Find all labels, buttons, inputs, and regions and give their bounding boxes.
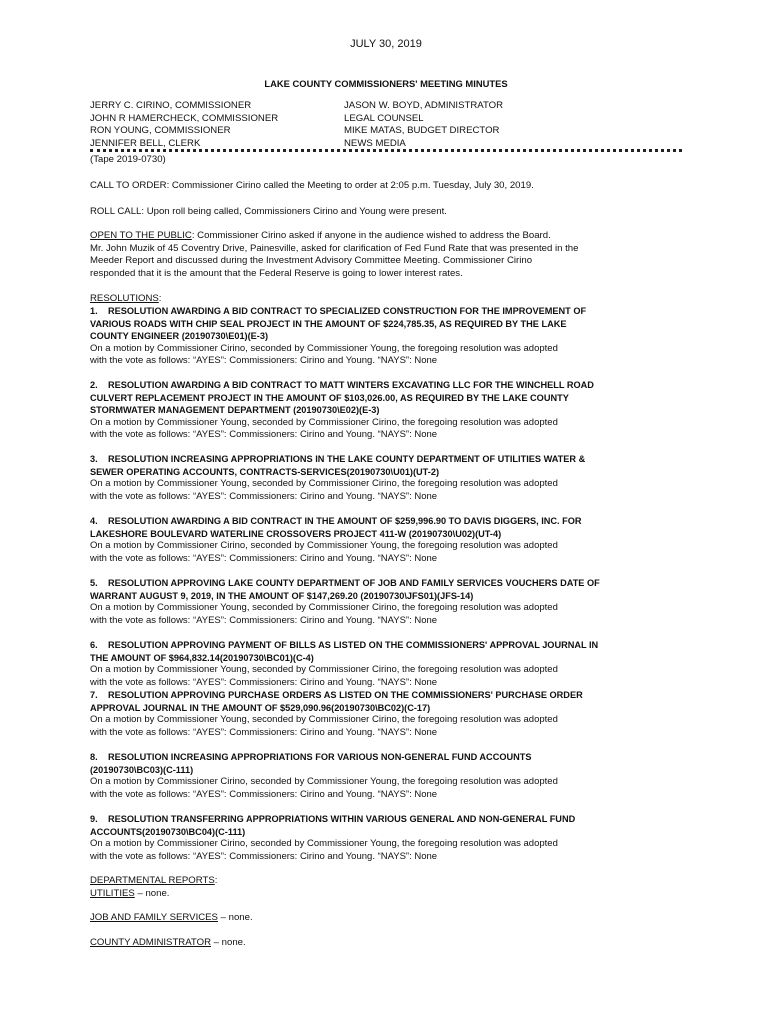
resolutions-heading: RESOLUTIONS:	[90, 293, 162, 304]
resolution-title: 4. RESOLUTION AWARDING A BID CONTRACT IN THE AMOUNT OF $259,996.90 TO DAVIS DIGGERS, INC. FOR LAKESHORE BOULEVARD WATERLINE CROSSOVERS PROJECT 411-W (20190730\U02)(UT-4)	[90, 516, 582, 539]
resolution-title: 3. RESOLUTION INCREASING APPROPRIATIONS IN THE LAKE COUNTY DEPARTMENT OF UTILITIES WATER & SEWER OPERATING ACCOUNTS, CONTRACTS-SERVICES(20190730\U01)(UT-2)	[90, 454, 586, 477]
resolution-title: 6. RESOLUTION APPROVING PAYMENT OF BILLS AS LISTED ON THE COMMISSIONERS' APPROVAL JOURNAL IN THE AMOUNT OF $964,832.14(20190730\BC01)(C-4)	[90, 640, 599, 663]
administrator-text: – none.	[211, 937, 246, 948]
public-comment-line: Meeder Report and discussed during the Investment Advisory Committee Meeting. Commissioner Cirino	[90, 255, 533, 267]
resolution-item	[90, 453, 682, 503]
roster-name: RON YOUNG, COMMISSIONER	[90, 125, 231, 137]
roster-name: JERRY C. CIRINO, COMMISSIONER	[90, 100, 252, 111]
resolution-title: 9. RESOLUTION TRANSFERRING APPROPRIATIONS WITHIN VARIOUS GENERAL AND NON-GENERAL FUND ACCOUNTS(20190730\BC04)(C-111)	[90, 814, 576, 837]
jfs-text: – none.	[217, 912, 253, 923]
departmental-reports-label: DEPARTMENTAL REPORTS	[90, 875, 215, 886]
resolution-item	[90, 379, 682, 442]
resolution-title: 5. RESOLUTION APPROVING LAKE COUNTY DEPARTMENT OF JOB AND FAMILY SERVICES VOUCHERS DATE OF WARRANT AUGUST 9, 2019, IN THE AMOUNT OF $147,269.20 (20190730\JFS01)(JFS-14)	[90, 578, 600, 601]
roster-name: JOHN R HAMERCHECK, COMMISSIONER	[90, 112, 279, 124]
resolution-item	[90, 639, 682, 689]
call-to-order: CALL TO ORDER: Commissioner Cirino called the Meeting to order at 2:05 p.m. Tuesday, July 30, 2019.	[90, 180, 534, 191]
resolution-title: 7. RESOLUTION APPROVING PURCHASE ORDERS AS LISTED ON THE COMMISSIONERS' PURCHASE ORDER APPROVAL JOURNAL IN THE AMOUNT OF $529,090.96(20190730\BC02)(C-17)	[90, 690, 583, 713]
jfs-label: JOB AND FAMILY SERVICES	[90, 912, 218, 923]
resolution-motion: On a motion by Commissioner Cirino, seconded by Commissioner Young, the foregoing resolution was adopted with the vote as follows: “AYES”: Commissioners: Cirino and Young. “NAYS”: None	[90, 838, 558, 862]
resolution-motion: On a motion by Commissioner Young, seconded by Commissioner Cirino, the foregoing resolution was adopted with the vote as follows: “AYES”: Commissioners: Cirino and Young. “NAYS”: None	[90, 416, 558, 440]
resolution-motion: On a motion by Commissioner Cirino, seconded by Commissioner Young, the foregoing resolution was adopted with the vote as follows: “AYES”: Commissioners: Cirino and Young. “NAYS”: None	[90, 776, 558, 800]
roster-name: NEWS MEDIA	[344, 137, 406, 149]
tape-number: (Tape 2019-0730)	[90, 154, 166, 165]
dotted-divider	[90, 149, 682, 152]
roll-call: ROLL CALL: Upon roll being called, Commissioners Cirino and Young were present.	[90, 206, 447, 217]
resolution-item	[90, 813, 682, 863]
resolution-item	[90, 577, 682, 627]
public-comment-line: Mr. John Muzik of 45 Coventry Drive, Painesville, asked for clarification of Fed Fund Rate that was presented in the	[90, 242, 579, 254]
roster-left	[90, 100, 278, 150]
roster-name: MIKE MATAS, BUDGET DIRECTOR	[344, 125, 500, 137]
utilities-label: UTILITIES	[90, 887, 135, 899]
roster-name: JENNIFER BELL, CLERK	[90, 137, 201, 149]
roster-name: LEGAL COUNSEL	[344, 112, 424, 124]
utilities-text: – none.	[134, 887, 170, 899]
resolution-item	[90, 689, 682, 739]
resolution-motion: On a motion by Commissioner Young, seconded by Commissioner Cirino, the foregoing resolution was adopted with the vote as follows: “AYES”: Commissioners: Cirino and Young. “NAYS”: None	[90, 714, 558, 738]
roster-name: JASON W. BOYD, ADMINISTRATOR	[344, 100, 504, 111]
resolution-motion: On a motion by Commissioner Cirino, seconded by Commissioner Young, the foregoing resolution was adopted with the vote as follows: “AYES”: Commissioners: Cirino and Young. “NAYS”: None	[90, 342, 558, 366]
resolution-item	[90, 751, 682, 801]
resolution-motion: On a motion by Commissioner Young, seconded by Commissioner Cirino, the foregoing resolution was adopted with the vote as follows: “AYES”: Commissioners: Cirino and Young. “NAYS”: None	[90, 478, 558, 502]
open-to-public-text: : Commissioner Cirino asked if anyone in the audience wished to address the Board.	[191, 230, 551, 241]
resolution-motion: On a motion by Commissioner Young, seconded by Commissioner Cirino, the foregoing resolution was adopted with the vote as follows: “AYES”: Commissioners: Cirino and Young. “NAYS”: None	[90, 664, 558, 688]
public-comment-line: responded that it is the amount that the Federal Reserve is going to lower interest rates.	[90, 267, 463, 279]
roster-right	[344, 100, 503, 150]
departmental-reports-section: DEPARTMENTAL REPORTS: UTILITIES – none.	[90, 875, 218, 899]
administrator-label: COUNTY ADMINISTRATOR	[90, 937, 211, 948]
meeting-date: JULY 30, 2019	[350, 38, 422, 50]
resolution-title: 2. RESOLUTION AWARDING A BID CONTRACT TO MATT WINTERS EXCAVATING LLC FOR THE WINCHELL ROAD CULVERT REPLACEMENT PROJECT IN THE AMOUNT OF $103,026.00, AS REQUIRED BY THE LAKE COUNTY STORMWATER MANAGEMENT DEPARTMENT (20190730\E02)(E-3)	[90, 380, 594, 415]
open-to-public-section	[90, 230, 682, 280]
resolution-title: 8. RESOLUTION INCREASING APPROPRIATIONS FOR VARIOUS NON-GENERAL FUND ACCOUNTS (20190730\BC03)(C-111)	[90, 752, 532, 775]
resolution-motion: On a motion by Commissioner Cirino, seconded by Commissioner Young, the foregoing resolution was adopted with the vote as follows: “AYES”: Commissioners: Cirino and Young. “NAYS”: None	[90, 540, 558, 564]
administrator-report	[90, 937, 682, 950]
document-title: LAKE COUNTY COMMISSIONERS' MEETING MINUTES	[264, 78, 508, 89]
jfs-report	[90, 912, 682, 925]
resolution-item	[90, 515, 682, 565]
resolution-item	[90, 305, 682, 368]
resolution-motion: On a motion by Commissioner Young, seconded by Commissioner Cirino, the foregoing resolution was adopted with the vote as follows: “AYES”: Commissioners: Cirino and Young. “NAYS”: None	[90, 602, 558, 626]
open-to-public-label: OPEN TO THE PUBLIC	[90, 230, 192, 241]
resolution-title: 1. RESOLUTION AWARDING A BID CONTRACT TO SPECIALIZED CONSTRUCTION FOR THE IMPROVEMENT OF VARIOUS ROADS WITH CHIP SEAL PROJECT IN THE AMOUNT OF $224,785.35, AS REQUIRED BY THE LAKE COUNTY ENGINEER (20190730\E01)(E-3)	[90, 306, 587, 341]
